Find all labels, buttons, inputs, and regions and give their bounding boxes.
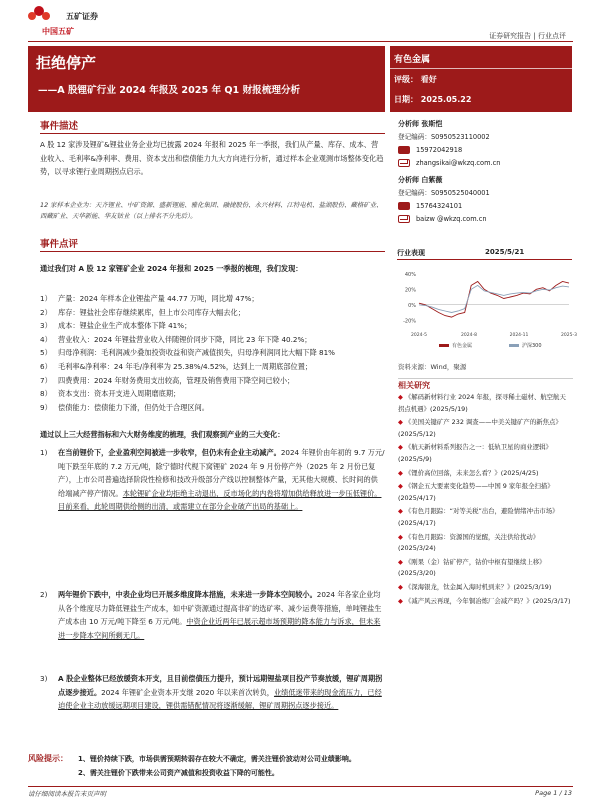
analyst-name: 分析师 张斯恺 [398,120,443,128]
point-item [40,374,385,388]
event-note: 12 家样本企业为：天齐锂业、中矿资源、盛新锂能、雅化集团、融捷股份、永兴材料、江特电机、盐湖股份、藏格矿业、西藏矿业、天华新能、华友钴业（以上排名不分先后）。 [40,201,383,220]
related-item-text: 《刚果（金）钴矿停产，钴价中枢有望继续上移》(2025/3/20) [398,557,546,578]
analyst-cert: 登记编码：S0950525040001 [398,189,490,197]
point-item [40,292,385,306]
analyst-email[interactable]: zhangsikai@wkzq.com.cn [416,159,501,167]
point-text: 产量：2024 年样本企业锂盐产量 44.77 万吨，同比增 47%； [58,294,259,303]
related-item-text: 《有色月跟踪：“对等关税”出台，避险情绪冲击市场》(2025/4/17) [398,507,559,527]
report-type: 证券研究报告 | 行业点评 [489,32,566,40]
report-date: 日期： 2025.05.22 [394,95,472,104]
point-num: 9） [40,402,52,412]
related-item-text: 《有色月跟踪：资源国的觉醒，关注供给扰动》(2025/3/24) [398,532,540,553]
point-num: 6） [40,361,52,371]
point-text: 偿债能力：偿债能力下滑，但仍处于合理区间。 [58,402,209,412]
related-item-text: 《解码新材料行业 2024 年报，探寻稀土磁材、航空航天拐点机遇》(2025/5/19) [398,393,566,413]
point-num: 4） [40,334,52,344]
related-item[interactable] [398,596,572,608]
page-number: Page 1 / 13 [535,789,572,797]
point-item [40,401,385,415]
chart-y-tick: 40% [404,271,416,278]
related-item-text: 《深海银龙，钛金属入海时机到来？》(2025/3/19) [404,582,552,591]
bullet-icon: ◆ [398,582,403,591]
mail-icon [398,215,410,223]
trend-1: 1) 在当前锂价下，企业盈利空间被进一步收窄，但仍未有企业主动减产。2024 年锂价由年初的 9.7 万元/吨下跌至年底的 7.2 万元/吨，除宁德时代枧下窝锂矿 2024 年 9 月份停产外（2025 年 2 月份已复产），上市公司普遍选择阶段性检修和技改升级部分产线以控制整体产量，无其他大规模、长时间的供给端减产停产情况。本轮锂矿企业均拒绝主动退出，反市场化的内卷将增加供给释放进一步压低锂价。目前来看，此轮周期供给侧的出清，或需建立在部分企业破产出局的基础上。 [40,448,385,512]
point-text: 毛利率&净利率：24 年毛/净利率为 25.38%/4.52%，达到上一周期底部位置； [58,361,313,371]
related-item[interactable] [398,582,572,594]
point-num: 1） [40,294,52,303]
chart-legend-swatch [509,344,519,347]
related-item-text: 《减产风云再现，今年铜冶炼厂会减产吗？》(2025/3/17) [404,596,571,605]
point-item [40,319,385,333]
related-item[interactable] [398,417,572,440]
mail-icon [398,159,410,167]
chart-series-line [419,285,569,312]
report-subtitle: ——A 股锂矿行业 2024 年报及 2025 年 Q1 财报梳理分析 [38,85,301,96]
related-title: 相关研究 [398,381,430,390]
point-text: 归母净利润：毛利润减少叠加投资收益和资产减值损失，归母净利润同比大幅下降 81% [58,348,336,358]
trend1-tail: 本轮锂矿企业均拒绝主动退出，反市场化的内卷将增加供给释放进一步压低锂价。目前来看，此轮周期供给侧的出清，或需建立在部分企业破产出局的基础上。 [58,488,382,512]
trend3-body: 2024 年锂矿企业资本开支继 2020 年以来首次转负， [101,687,274,697]
related-item-text: 《航天新材料系列报告之一：低轨卫星的商业逻辑》(2025/5/9) [398,443,552,463]
logo-mark-icon [28,6,50,24]
point-text: 库存：锂盐社会库存继续累库，但上市公司库存大幅去化； [58,307,245,317]
chart-legend-swatch [439,344,449,347]
event-divider [40,133,385,134]
point-num: 8） [40,389,52,399]
point-num: 3） [40,321,52,331]
related-divider [398,378,573,379]
related-item[interactable] [398,506,572,529]
point-item [40,360,385,374]
risk-block [28,752,573,780]
points-list [40,292,385,414]
bullet-icon: ◆ [398,532,403,541]
analyst-cert: 登记编码：S0950523110002 [398,133,490,141]
point-text: 营业收入：2024 年锂盐营业收入伴随锂价同步下降，同比 23 年下降 40.2%； [58,334,312,344]
related-item[interactable] [398,532,572,555]
chart-x-tick: 2024-11 [509,333,529,338]
chart-source: 资料来源：Wind，聚源 [398,363,467,371]
analyst-phone: 15972042918 [416,146,463,154]
trend2-head: 两年锂价下跌中，中表企业均已开展多维度降本措施，未来进一步降本空间较小。 [58,590,317,599]
bullet-icon: ◆ [398,393,403,401]
event-paragraph: A 股 12 家涉及锂矿&锂盐业务企业均已披露 2024 年报和 2025 年一季报，我们从产量、库存、成本、营业收入、毛利率&净利率、费用、资本支出和偿债能力九大方向进行分析，通过样本企业观测市场整体变化趋势，以寻求锂行业周期拐点启示。 [40,140,384,177]
related-item[interactable] [398,468,572,480]
point-item [40,387,385,401]
point-item [40,346,385,360]
bullet-icon: ◆ [398,557,403,566]
chart-legend-label: 沪深300 [522,343,542,349]
bullet-icon: ◆ [398,596,403,605]
trend3-head: A 股企业整体已经放缓资本开支，且目前偿债压力提升，预计远期锂盐项目投产节奏放缓，锂矿周期拐点逐步接近。 [58,674,383,697]
bullet-icon: ◆ [398,482,403,491]
event-title: 事件描述 [40,121,79,132]
trend3-tail: 业绩低迷带来的现金流压力，已经迫使企业主动放缓远期项目建设，锂供需错配情况将逐渐缓解，锂矿周期拐点逐步接近。 [58,687,382,711]
related-item[interactable] [398,392,572,415]
related-item-text: 《钢企五大要素变化趋势——中国 9 家年报全扫描》(2025/4/17) [398,482,554,502]
bullet-icon: ◆ [398,418,403,427]
related-list [398,392,572,609]
related-item-text: 《锂价高位回落，未来怎么看？》(2025/4/25) [404,468,539,477]
point-num: 2） [40,307,52,317]
rating-divider [390,68,572,69]
chart-y-tick: 20% [404,287,416,294]
analyst-phone: 15764324101 [416,202,463,210]
analyst-block [398,118,573,226]
comment-title: 事件点评 [40,239,79,250]
trend-3: 3) A 股企业整体已经放缓资本开支，且目前偿债压力提升，预计远期锂盐项目投产节奏放缓，锂矿周期拐点逐步接近。2024 年锂矿企业资本开支继 2020 年以来首次转负，业绩低迷带来的现金流压力，已经迫使企业主动放缓远期项目建设，锂供需错配情况将逐渐缓解，锂矿周期拐点逐步接近。 [40,674,383,711]
industry-name: 有色金属 [394,55,431,65]
phone-icon [398,146,410,154]
chart-y-tick: -20% [403,318,416,325]
risk-item: 1、锂价持续下跌，市场供需预期转弱存在较大不确定，需关注锂价波动对公司业绩影响。 [78,755,356,763]
related-item[interactable] [398,481,572,504]
trend-2: 2) 两年锂价下跌中，中表企业均已开展多维度降本措施，未来进一步降本空间较小。2024 年各家企业均从各个维度尽力降低锂盐生产成本，如中矿资源通过提高非矿的选矿率、减少运费等措施，单吨锂盐生产成本由 10 万元/吨下降至 6 万元/吨。中资企业近两年已展示超市场预期的降本能力与诉求，但未来进一步降本空间所剩无几。 [40,590,382,640]
footer-divider [28,786,573,787]
point-num: 7） [40,375,52,385]
chart-date: 2025/5/21 [485,248,525,256]
point-text: 资本支出：资本开支进入周期磨底期； [58,389,181,399]
related-item[interactable] [398,442,572,465]
header-divider [28,41,573,42]
industry-performance-chart [397,248,577,358]
logo-name: 五矿证券 [66,12,98,21]
risk-item: 2、需关注锂价下跌带来公司资产减值和投资收益下降的可能性。 [78,769,279,777]
trend-intro: 通过以上三大经营指标和六大财务维度的梳理，我们观察到产业的三大变化： [40,430,285,439]
company-logo [28,6,148,38]
chart-x-tick: 2025-3 [561,333,577,338]
comment-divider [40,251,385,252]
chart-series-line [419,282,569,318]
trend2-body: 2024 年各家企业均从各个维度尽力降低锂盐生产成本，如中矿资源通过提高非矿的选矿率、减少运费等措施，单吨锂盐生产成本由 10 万元/吨下降至 6 万元/吨。 [58,590,382,627]
point-item [40,306,385,320]
bullet-icon: ◆ [398,443,403,452]
trend1-head: 在当前锂价下，企业盈利空间被进一步收窄，但仍未有企业主动减产。 [58,448,281,457]
rating-box [390,46,572,112]
analyst-name: 分析师 白紫薇 [398,176,443,184]
point-item [40,333,385,347]
point-text: 成本：锂盐企业生产成本整体下降 41%； [58,321,192,331]
title-banner [28,46,385,112]
related-item-text: 《美国关键矿产 232 调查——中美关键矿产的新焦点》(2025/5/12) [398,418,562,438]
related-item[interactable] [398,557,572,580]
comment-intro: 通过我们对 A 股 12 家锂矿企业 2024 年报和 2025 一季报的梳理，我们发现： [40,264,303,273]
risk-title: 风险提示： [28,754,68,763]
bullet-icon: ◆ [398,507,403,516]
point-text: 四费费用：2024 年财务费用支出较高，管理及销售费用下降空间已较小； [58,375,295,385]
trend1-body: 2024 年锂价由年初的 9.7 万元/吨下跌至年底的 7.2 万元/吨，除宁德时代枧下窝锂矿 2024 年 9 月份停产外（2025 年 2 月份已复产），上市公司普遍选择阶段性检修和技改升级部分产线以控制整体产量，无其他大规模、长时间的供给端减产停产情况。 [58,448,385,498]
bullet-icon: ◆ [398,468,403,477]
point-num: 5） [40,348,52,358]
chart-y-tick: 0% [408,302,416,309]
phone-icon [398,202,410,210]
chart-x-tick: 2024-8 [461,333,477,338]
trend2-tail: 中资企业近两年已展示超市场预期的降本能力与诉求，但未来进一步降本空间所剩无几。 [58,617,381,640]
rating: 评级： 看好 [394,75,437,84]
chart-title: 行业表现 [397,249,425,257]
chart-svg [397,260,577,358]
chart-legend-label: 有色金属 [452,343,473,349]
footer-disclaimer[interactable]: 请仔细阅读本报告末页声明 [28,790,106,798]
analyst-email[interactable]: baizw @wkzq.com.cn [416,215,487,223]
logo-sub: 中国五矿 [42,27,74,36]
chart-x-tick: 2024-5 [411,333,427,338]
chart-header [397,248,572,260]
report-title: 拒绝停产 [36,54,97,72]
